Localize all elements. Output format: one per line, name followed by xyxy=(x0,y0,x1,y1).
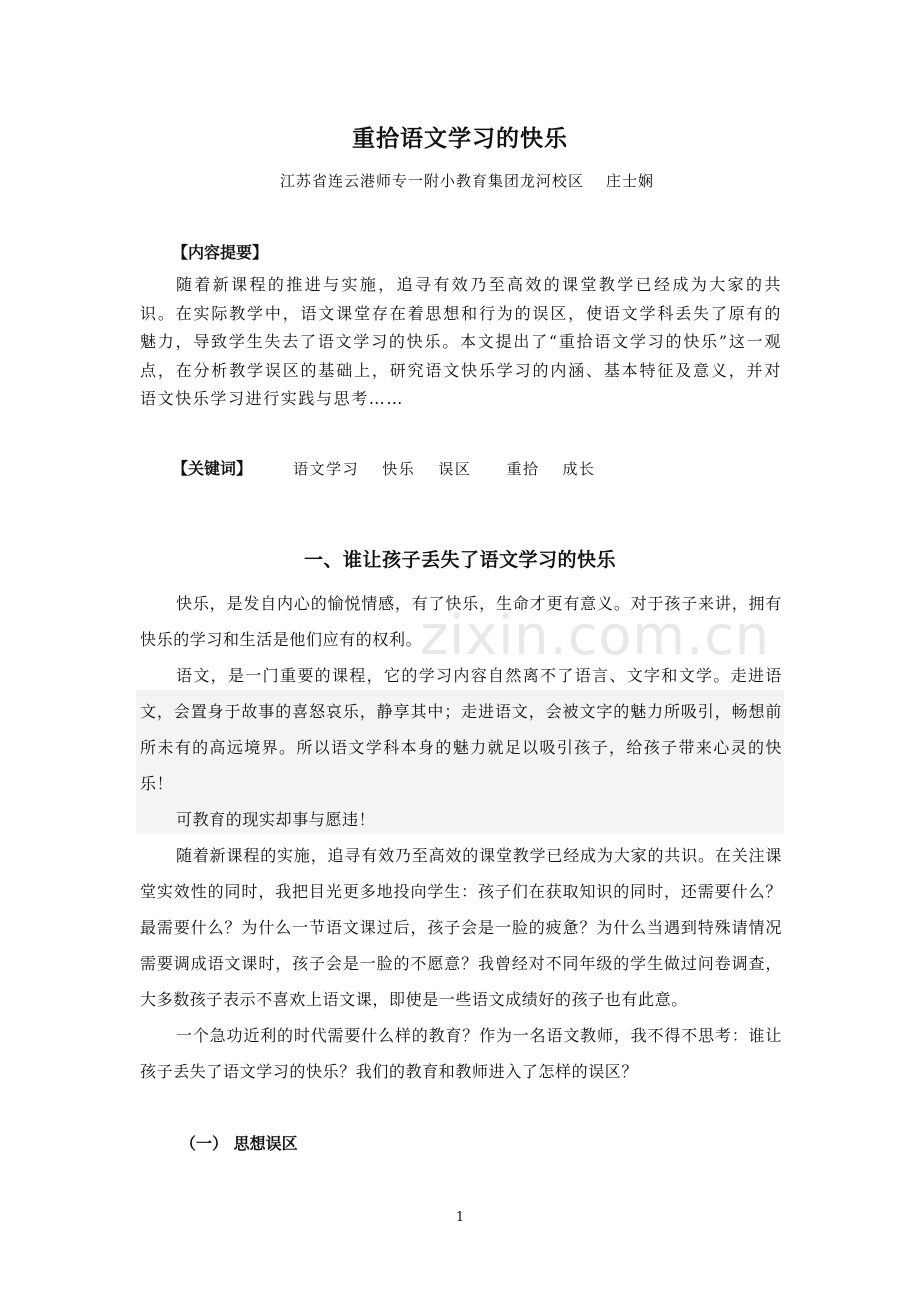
author-affiliation: 江苏省连云港师专一附小教育集团龙河校区 xyxy=(280,172,585,190)
section-title: 一、谁让孩子丢失了语文学习的快乐 xyxy=(303,549,616,571)
keywords-label: 【关键词】 xyxy=(172,459,253,478)
body-text xyxy=(140,586,782,1090)
paragraph: 一个急功近利的时代需要什么样的教育？作为一名语文教师，我不得不思考：谁让孩子丢失了语文学习的快乐？我们的教育和教师进入了怎样的误区？ xyxy=(140,1026,782,1081)
abstract-text: 随着新课程的推进与实施，追寻有效乃至高效的课堂教学已经成为大家的共识。在实际教学中，语文课堂存在着思想和行为的误区，使语文学科丢失了原有的魅力，导致学生失去了语文学习的快乐。本文提出了“重拾语文学习的快乐”这一观点，在分析教学误区的基础上，研究语文快乐学习的内涵、基本特征及意义，并对语文快乐学习进行实践与思考…… xyxy=(140,275,782,408)
keywords-line xyxy=(172,456,596,479)
abstract-label: 【内容提要】 xyxy=(172,243,269,262)
watermark: zixin.com.cn xyxy=(420,604,771,667)
paragraph: 语文，是一门重要的课程，它的学习内容自然离不了语言、文字和文学。走进语文，会置身于故事的喜怒哀乐，静享其中；走进语文，会被文字的魅力所吸引，畅想前所未有的高远境界。所以语文学科本身的魅力就足以吸引孩子，给孩子带来心灵的快乐！ xyxy=(140,666,782,793)
keyword: 语文学习 xyxy=(293,460,360,478)
keyword: 快乐 xyxy=(382,460,416,478)
paragraph: 快乐，是发自内心的愉悦情感，有了快乐，生命才更有意义。对于孩子来讲，拥有快乐的学习和生活是他们应有的权利。 xyxy=(140,594,782,649)
author-line xyxy=(280,170,654,191)
keyword: 成长 xyxy=(562,460,596,478)
keyword: 重拾 xyxy=(506,460,540,478)
page-number: 1 xyxy=(455,1210,465,1225)
document-title: 重拾语文学习的快乐 xyxy=(352,126,568,152)
author-name: 庄士娴 xyxy=(606,172,655,190)
keyword: 误区 xyxy=(438,460,472,478)
paragraph: 可教育的现实却事与愿违！ xyxy=(176,810,376,829)
paragraph: 随着新课程的实施，追寻有效乃至高效的课堂教学已经成为大家的共识。在关注课堂实效性的同时，我把目光更多地投向学生：孩子们在获取知识的同时，还需要什么？最需要什么？为什么一节语文课过后，孩子会是一脸的疲惫？为什么当遇到特殊请情况需要调成语文课时，孩子会是一脸的不愿意？我曾经对不同年级的学生做过问卷调查，大多数孩子表示不喜欢上语文课，即使是一些语文成绩好的孩子也有此意。 xyxy=(140,846,782,1009)
subsection-title: （一） 思想误区 xyxy=(180,1134,298,1153)
